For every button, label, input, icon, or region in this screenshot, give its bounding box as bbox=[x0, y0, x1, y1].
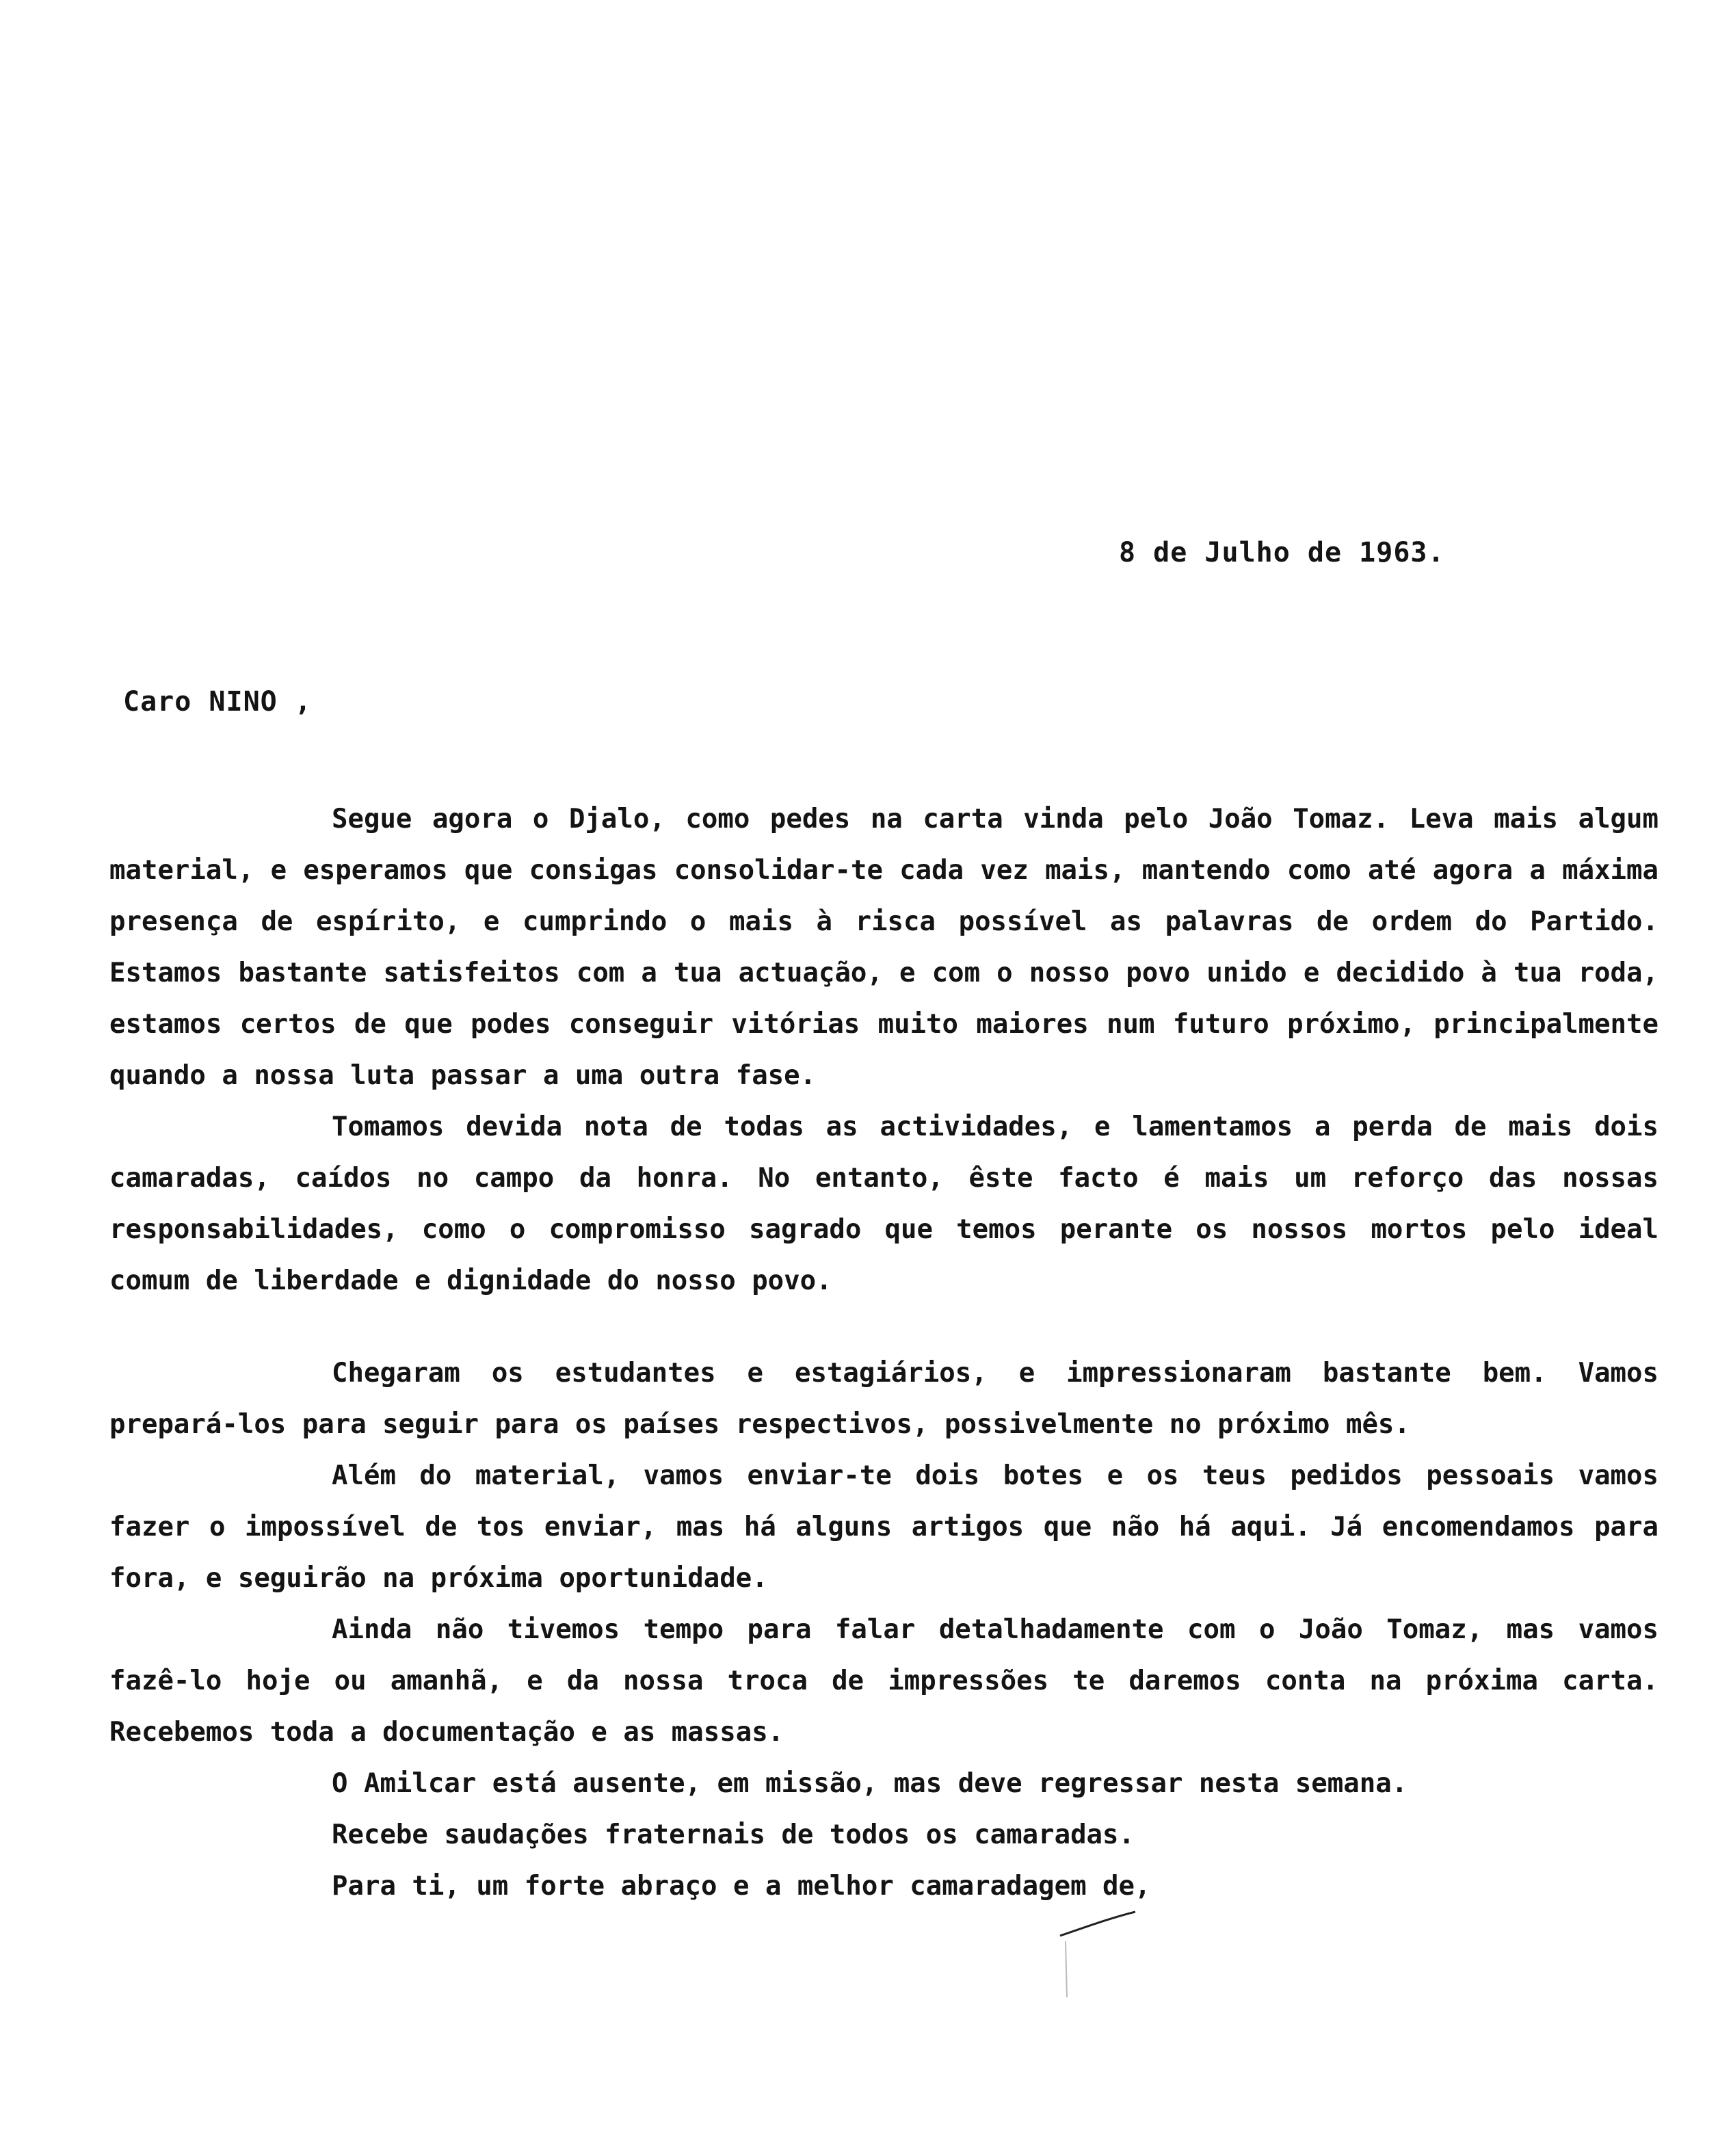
letter-body bbox=[109, 793, 1658, 1912]
salutation: Caro NINO , bbox=[123, 686, 312, 718]
paragraph-7: Recebe saudações fraternais de todos os camaradas. bbox=[332, 1819, 1135, 1850]
paragraph-3: Chegaram os estudantes e estagiários, e impressionaram bastante bem. Vamos prepará-los para seguir para os países respectivos, possivelmente no próximo mês. bbox=[109, 1358, 1658, 1440]
letter-date: 8 de Julho de 1963. bbox=[1119, 537, 1445, 568]
paragraph-8: Para ti, um forte abraço e a melhor camaradagem de, bbox=[332, 1871, 1151, 1902]
paragraph-4: Além do material, vamos enviar-te dois botes e os teus pedidos pessoais vamos fazer o impossível de tos enviar, mas há alguns artigos que não há aqui. Já encomendamos para fora, e seguirão na próxima oportunidade. bbox=[109, 1460, 1658, 1594]
paragraph-1: Segue agora o Djalo, como pedes na carta vinda pelo João Tomaz. Leva mais algum material, e esperamos que consigas consolidar-te cada vez mais, mantendo como até agora a máxima presença de espírito, e cumprindo o mais à risca possível as palavras de ordem do Partido. Estamos bastante satisfeitos com a tua actuação, e com o nosso povo unido e decidido à tua roda, estamos certos de que podes conseguir vitórias muito maiores num futuro próximo, principalmente quando a nossa luta passar a uma outra fase. bbox=[109, 804, 1658, 1091]
handwritten-signature bbox=[1053, 1908, 1142, 2004]
paragraph-2: Tomamos devida nota de todas as actividades, e lamentamos a perda de mais dois camaradas, caídos no campo da honra. No entanto, êste facto é mais um reforço das nossas responsabilidades, como o compromisso sagrado que temos perante os nossos mortos pelo ideal comum de liberdade e dignidade do nosso povo. bbox=[109, 1112, 1658, 1296]
paragraph-6: O Amilcar está ausente, em missão, mas deve regressar nesta semana. bbox=[332, 1768, 1408, 1799]
paragraph-5: Ainda não tivemos tempo para falar detalhadamente com o João Tomaz, mas vamos fazê-lo hoje ou amanhã, e da nossa troca de impressões te daremos conta na próxima carta. Recebemos toda a documentação e as massas. bbox=[109, 1614, 1658, 1748]
